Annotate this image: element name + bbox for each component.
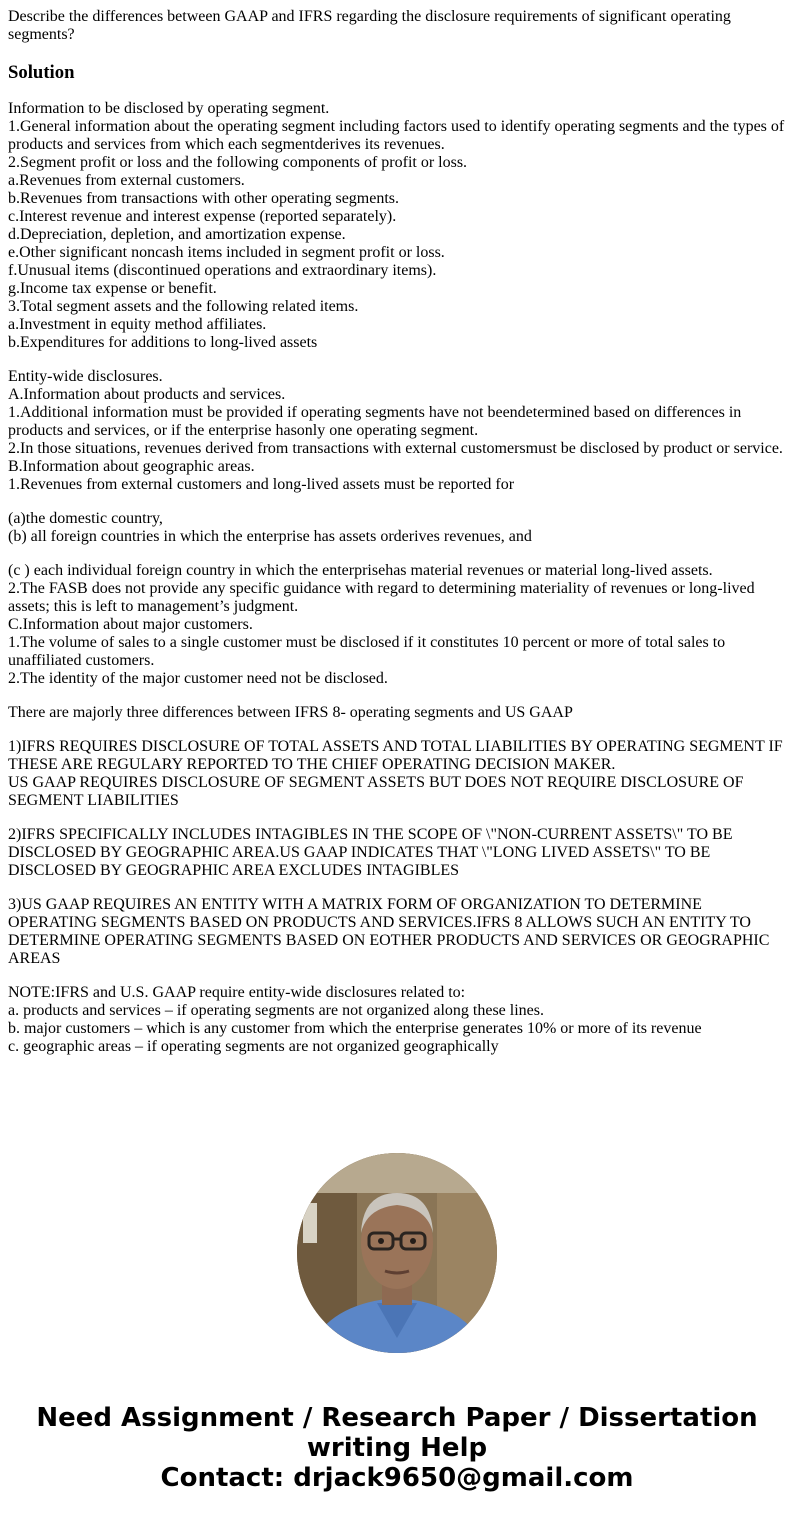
promo-line-help: Need Assignment / Research Paper / Dissertation writing Help bbox=[36, 1403, 758, 1463]
promo-line-contact: Contact: drjack9650@gmail.com bbox=[160, 1463, 634, 1493]
author-portrait-icon bbox=[297, 1153, 497, 1353]
note-line: a. products and services – if operating segments are not organized along these lines. bbox=[8, 1002, 544, 1019]
note-line: NOTE:IFRS and U.S. GAAP require entity-wide disclosures related to: bbox=[8, 984, 466, 1001]
list-item: f.Unusual items (discontinued operations and extraordinary items). bbox=[8, 262, 437, 279]
difference-3: 3)US GAAP REQUIRES AN ENTITY WITH A MATRIX FORM OF ORGANIZATION TO DETERMINE OPERATING SEGMENTS BASED ON PRODUCTS AND SERVICES.IFRS 8 ALLOWS SUCH AN ENTITY TO DETERMINE OPERATING SEGMENTS BASED ON EOTHER PRODUCTS AND SERVICES OR GEOGRAPHIC AREAS bbox=[8, 896, 770, 967]
list-item: g.Income tax expense or benefit. bbox=[8, 280, 217, 297]
note-line: b. major customers – which is any customer from which the enterprise generates 10% or more of its revenue bbox=[8, 1020, 702, 1037]
list-item: 2.Segment profit or loss and the following components of profit or loss. bbox=[8, 154, 468, 171]
segment-disclosure-list bbox=[8, 100, 786, 352]
list-item: b.Expenditures for additions to long-lived assets bbox=[8, 334, 318, 351]
list-item: b.Revenues from transactions with other operating segments. bbox=[8, 190, 400, 207]
list-item: 2.The FASB does not provide any specific guidance with regard to determining materiality of revenues or long-lived assets; this is left to management’s judgment. bbox=[8, 580, 755, 615]
list-item: Information to be disclosed by operating segment. bbox=[8, 100, 330, 117]
list-item: 1.Revenues from external customers and long-lived assets must be reported for bbox=[8, 476, 515, 493]
list-item: 1.Additional information must be provided if operating segments have not beendetermined based on differences in products and services, or if the enterprise hasonly one operating segment. bbox=[8, 404, 742, 439]
paragraph-line: US GAAP REQUIRES DISCLOSURE OF SEGMENT ASSETS BUT DOES NOT REQUIRE DISCLOSURE OF SEGMENT LIABILITIES bbox=[8, 774, 744, 809]
list-item: c.Interest revenue and interest expense (reported separately). bbox=[8, 208, 397, 225]
document-body bbox=[8, 8, 786, 1072]
list-item: 1.The volume of sales to a single customer must be disclosed if it constitutes 10 percent or more of total sales to unaffiliated customers. bbox=[8, 634, 726, 669]
list-item: (b) all foreign countries in which the enterprise has assets orderives revenues, and bbox=[8, 528, 532, 545]
note-block bbox=[8, 984, 786, 1056]
difference-1 bbox=[8, 738, 786, 810]
promo-banner bbox=[0, 1403, 794, 1493]
list-item: a.Investment in equity method affiliates. bbox=[8, 316, 267, 333]
geographic-list-c bbox=[8, 562, 786, 688]
differences-intro: There are majorly three differences between IFRS 8- operating segments and US GAAP bbox=[8, 704, 573, 721]
paragraph-line: 1)IFRS REQUIRES DISCLOSURE OF TOTAL ASSETS AND TOTAL LIABILITIES BY OPERATING SEGMENT IF THESE ARE REGULARY REPORTED TO THE CHIEF OPERATING DECISION MAKER. bbox=[8, 738, 783, 773]
geographic-list-a-b bbox=[8, 510, 786, 546]
list-item: (a)the domestic country, bbox=[8, 510, 163, 527]
list-item: Entity-wide disclosures. bbox=[8, 368, 163, 385]
note-line: c. geographic areas – if operating segments are not organized geographically bbox=[8, 1038, 499, 1055]
question-text: Describe the differences between GAAP and IFRS regarding the disclosure requirements of significant operating segments? bbox=[8, 8, 731, 43]
list-item: a.Revenues from external customers. bbox=[8, 172, 245, 189]
author-photo bbox=[297, 1153, 497, 1353]
entity-wide-disclosures bbox=[8, 368, 786, 494]
list-item: 1.General information about the operating segment including factors used to identify operating segments and the types of products and services from which each segmentderives its revenues. bbox=[8, 118, 785, 153]
list-item: B.Information about geographic areas. bbox=[8, 458, 255, 475]
list-item: d.Depreciation, depletion, and amortization expense. bbox=[8, 226, 346, 243]
difference-2: 2)IFRS SPECIFICALLY INCLUDES INTAGIBLES IN THE SCOPE OF \"NON-CURRENT ASSETS\" TO BE DISCLOSED BY GEOGRAPHIC AREA.US GAAP INDICATES THAT \"LONG LIVED ASSETS\" TO BE DISCLOSED BY GEOGRAPHIC AREA EXCLUDES INTAGIBLES bbox=[8, 826, 733, 879]
list-item: e.Other significant noncash items included in segment profit or loss. bbox=[8, 244, 445, 261]
list-item: A.Information about products and services. bbox=[8, 386, 286, 403]
list-item: C.Information about major customers. bbox=[8, 616, 253, 633]
list-item: (c ) each individual foreign country in which the enterprisehas material revenues or material long-lived assets. bbox=[8, 562, 713, 579]
solution-heading: Solution bbox=[8, 62, 75, 83]
list-item: 3.Total segment assets and the following related items. bbox=[8, 298, 359, 315]
list-item: 2.The identity of the major customer need not be disclosed. bbox=[8, 670, 388, 687]
list-item: 2.In those situations, revenues derived from transactions with external customersmust be disclosed by product or service. bbox=[8, 440, 783, 457]
